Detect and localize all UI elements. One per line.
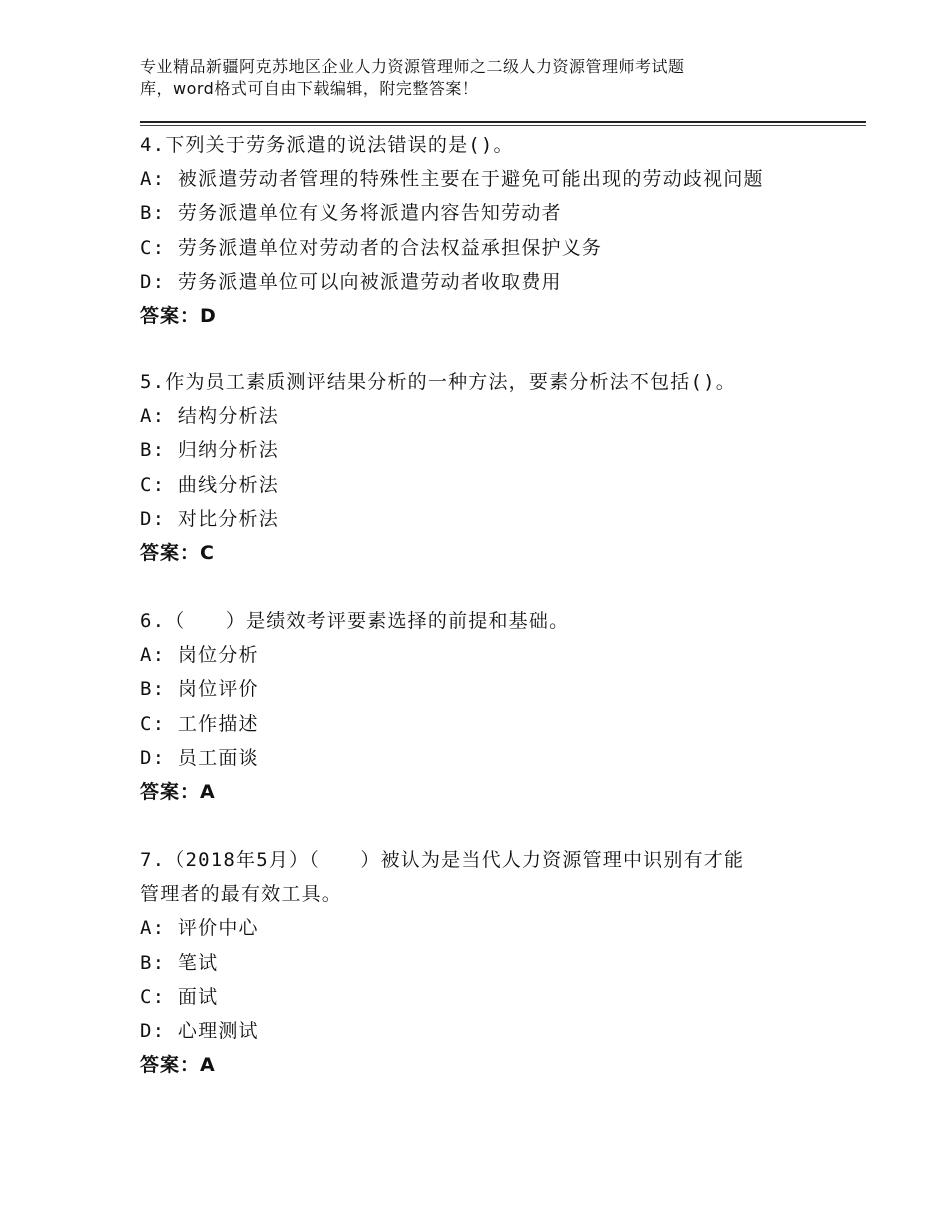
- option-a: A: 评价中心: [140, 917, 259, 940]
- question-stem: 6.（ ）是绩效考评要素选择的前提和基础。: [140, 610, 570, 632]
- question-7: [140, 843, 840, 1082]
- question-6: [140, 604, 840, 809]
- question-stem-line-1: 7.（2018年5月）（ ）被认为是当代人力资源管理中识别有才能: [140, 849, 745, 871]
- option-a: A: 岗位分析: [140, 644, 259, 667]
- option-c: C: 曲线分析法: [140, 473, 279, 496]
- option-c: C: 劳务派遣单位对劳动者的合法权益承担保护义务: [140, 236, 603, 259]
- question-4: [140, 128, 840, 333]
- option-d: D: 心理测试: [140, 1019, 259, 1042]
- option-a: A: 被派遣劳动者管理的特殊性主要在于避免可能出现的劳动歧视问题: [140, 168, 764, 191]
- question-stem: 5.作为员工素质测评结果分析的一种方法，要素分析法不包括()。: [140, 371, 736, 393]
- option-a: A: 结构分析法: [140, 405, 279, 428]
- header-divider-thick: [140, 121, 866, 123]
- answer: 答案：A: [140, 780, 216, 803]
- question-5: [140, 365, 840, 570]
- option-b: B: 笔试: [140, 951, 219, 974]
- option-b: B: 岗位评价: [140, 678, 259, 701]
- option-b: B: 归纳分析法: [140, 439, 279, 462]
- option-d: D: 劳务派遣单位可以向被派遣劳动者收取费用: [140, 270, 562, 293]
- option-d: D: 对比分析法: [140, 507, 279, 530]
- option-b: B: 劳务派遣单位有义务将派遣内容告知劳动者: [140, 202, 562, 225]
- answer: 答案：D: [140, 304, 217, 327]
- header-divider-thin: [140, 125, 866, 126]
- option-c: C: 工作描述: [140, 712, 259, 735]
- answer: 答案：A: [140, 1054, 216, 1077]
- header-title-line-2: 库，word格式可自由下载编辑，附完整答案！: [140, 79, 479, 98]
- header-title-line-1: 专业精品新疆阿克苏地区企业人力资源管理师之二级人力资源管理师考试题: [140, 57, 685, 76]
- question-stem: 4.下列关于劳务派遣的说法错误的是()。: [140, 134, 514, 156]
- option-d: D: 员工面谈: [140, 746, 259, 769]
- option-c: C: 面试: [140, 985, 219, 1008]
- document-header: [140, 56, 780, 100]
- question-stem-line-2: 管理者的最有效工具。: [140, 883, 343, 906]
- answer: 答案：C: [140, 541, 215, 564]
